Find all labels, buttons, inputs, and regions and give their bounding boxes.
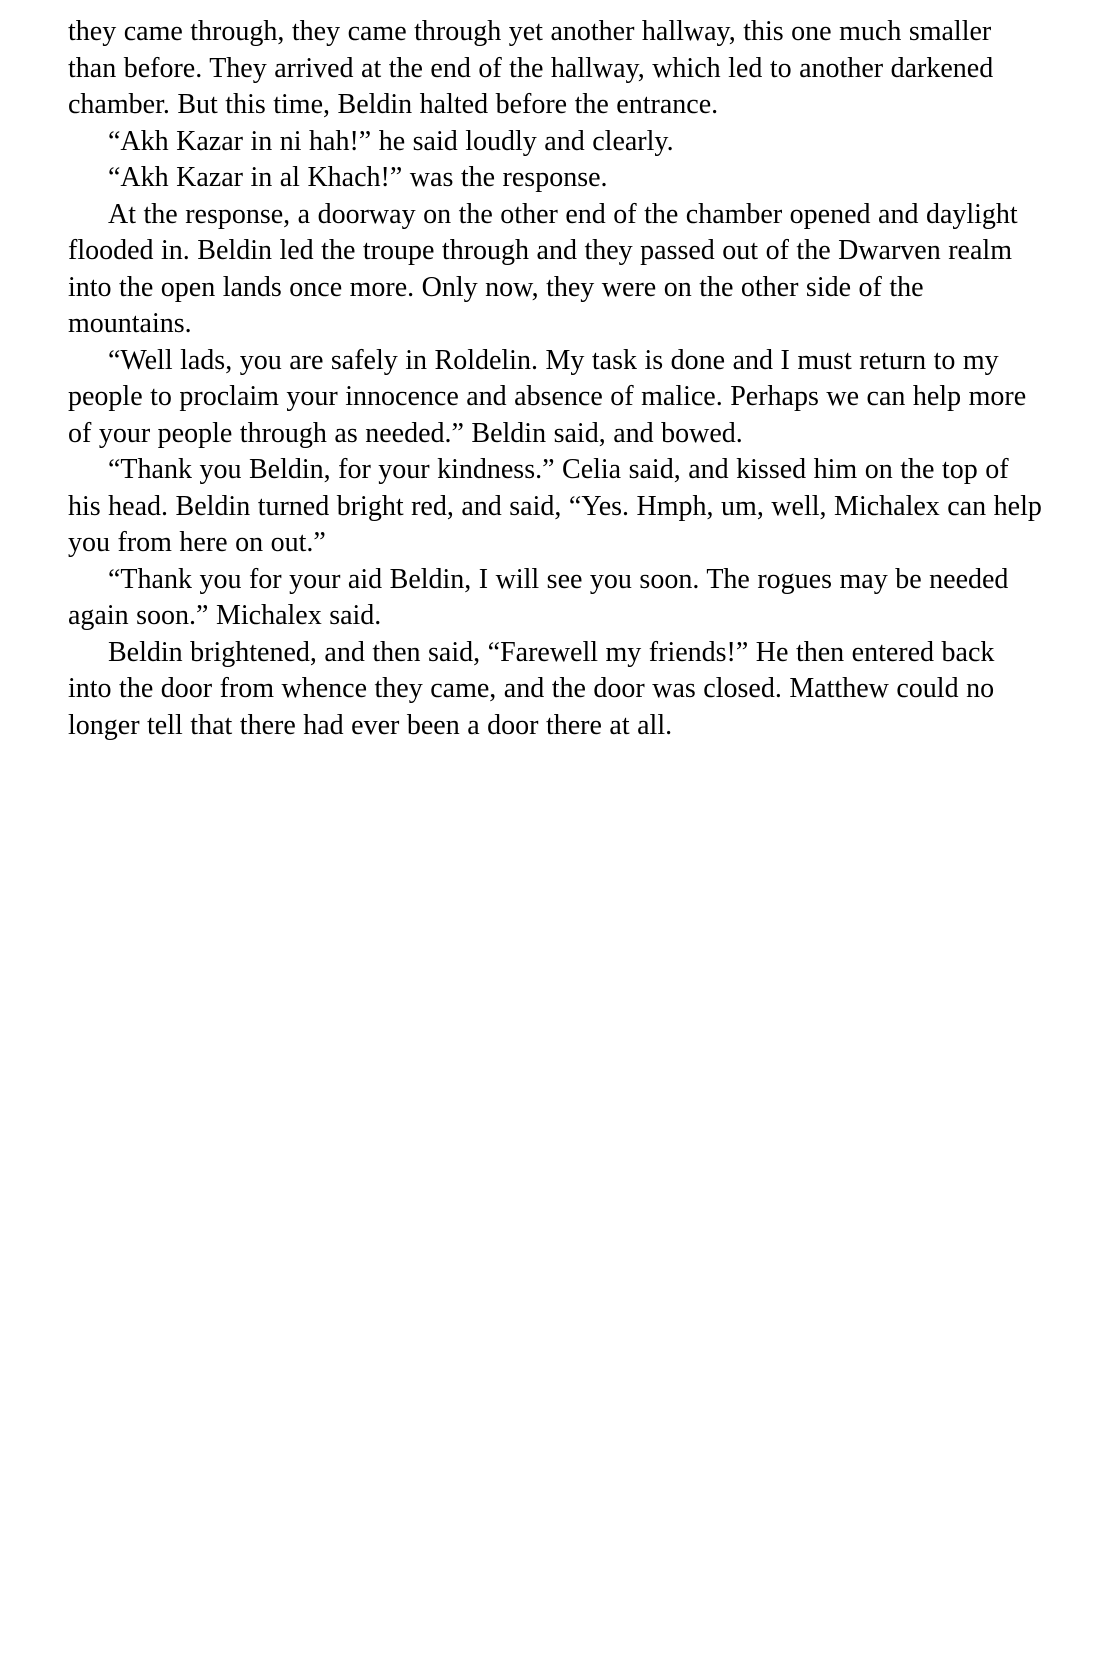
paragraph-dialogue-5: “Thank you for your aid Beldin, I will see you soon. The rogues may be needed again soon.” Michalex said. xyxy=(68,563,1009,631)
paragraph-dialogue-4: “Thank you Beldin, for your kindness.” Celia said, and kissed him on the top of his head. Beldin turned bright red, and said, “Yes. Hmph, um, well, Michalex can help you from here on out.” xyxy=(68,454,1042,558)
paragraph-narration-2: At the response, a doorway on the other end of the chamber opened and daylight flooded in. Beldin led the troupe through and they passed out of the Dwarven realm into the open lands once more. Only now, they were on the other side of the mountains. xyxy=(68,198,1018,339)
document-page xyxy=(68,14,1043,744)
paragraph-dialogue-1: “Akh Kazar in ni hah!” he said loudly and clearly. xyxy=(108,125,674,157)
paragraph-narration-1: they came through, they came through yet another hallway, this one much smaller than before. They arrived at the end of the hallway, which led to another darkened chamber. But this time, Beldin halted before the entrance. xyxy=(68,16,994,120)
paragraph-dialogue-2: “Akh Kazar in al Khach!” was the response. xyxy=(108,162,608,193)
paragraph-narration-3: Beldin brightened, and then said, “Farewell my friends!” He then entered back into the door from whence they came, and the door was closed. Matthew could no longer tell that there had ever been a door there at all. xyxy=(68,636,995,741)
paragraph-dialogue-3: “Well lads, you are safely in Roldelin. My task is done and I must return to my people to proclaim your innocence and absence of malice. Perhaps we can help more of your people through as needed.” Beldin said, and bowed. xyxy=(68,344,1027,449)
